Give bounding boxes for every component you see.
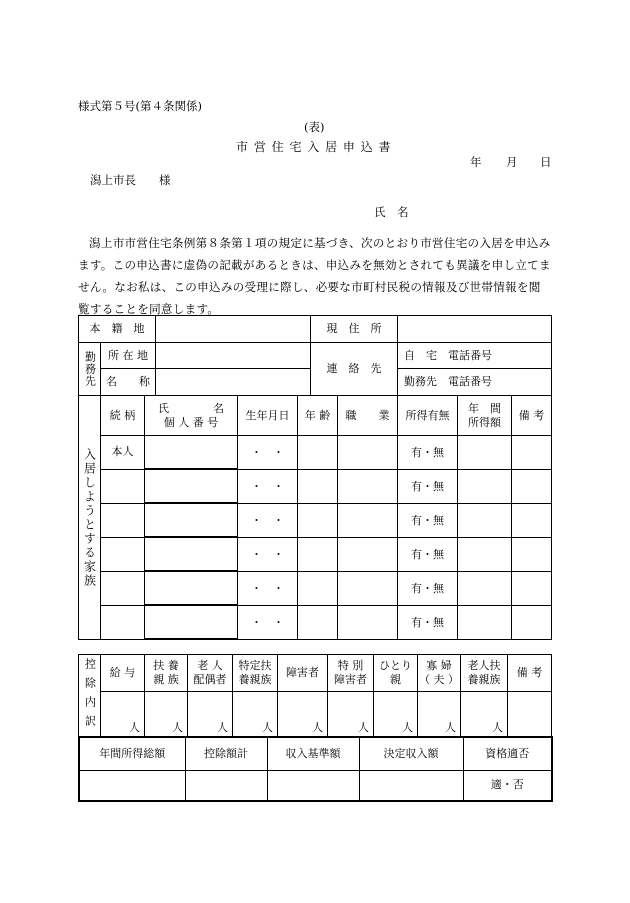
ded-count-cell[interactable]: 人: [278, 692, 328, 738]
name-cell[interactable]: [145, 436, 238, 470]
ded-col-bottom: 養親族: [238, 673, 272, 686]
job-cell[interactable]: [338, 436, 398, 470]
job-cell[interactable]: [338, 606, 398, 640]
col-name-bottom: 個 人 番 号: [163, 415, 219, 429]
name-cell[interactable]: [145, 470, 238, 504]
relation-cell[interactable]: [101, 606, 145, 640]
income-yn-cell[interactable]: 有・無: [398, 470, 458, 504]
annual-income-cell[interactable]: [458, 436, 512, 470]
col-birth: 生年月日: [238, 396, 298, 436]
ded-col-top: 障害者: [286, 666, 319, 679]
ded-col-bottom: 障害者: [334, 673, 367, 686]
shozaichi-field[interactable]: [156, 343, 311, 369]
birth-cell[interactable]: ・ ・: [238, 572, 298, 606]
ded-col-bottom: 配偶者: [193, 673, 227, 686]
job-cell[interactable]: [338, 538, 398, 572]
ded-count-cell[interactable]: 人: [418, 692, 461, 738]
renrakusaki-label: 連 絡 先: [311, 343, 398, 396]
age-cell[interactable]: [298, 572, 338, 606]
date-day: 日: [540, 155, 552, 169]
ded-col-top: 特定扶: [238, 659, 272, 672]
income-yn-cell[interactable]: 有・無: [398, 538, 458, 572]
job-cell[interactable]: [338, 504, 398, 538]
genjusho-label: 現 住 所: [311, 316, 398, 343]
job-cell[interactable]: [338, 572, 398, 606]
ded-count-cell[interactable]: 人: [145, 692, 188, 738]
col-name: [145, 396, 238, 436]
ded-col-top: 給 与: [109, 666, 136, 679]
name-cell[interactable]: [145, 572, 238, 606]
birth-cell[interactable]: ・ ・: [238, 606, 298, 640]
eligibility-label: 資格適否: [463, 737, 552, 770]
col-name-top: 氏 名: [158, 401, 224, 415]
age-cell[interactable]: [298, 606, 338, 640]
ded-count-cell[interactable]: 人: [374, 692, 418, 738]
table-row: [79, 504, 552, 538]
ded-col-bottom: 親 族: [153, 673, 179, 686]
determined-income-label: 決定収入額: [359, 737, 463, 770]
birth-cell[interactable]: ・ ・: [238, 538, 298, 572]
name-underline: [145, 554, 237, 571]
ded-col-top: 寡 婦: [426, 659, 452, 672]
kinmusaki-label: 勤務先: [79, 343, 101, 396]
deductions-side-label: 控除内訳: [79, 655, 101, 738]
col-annual-top: 年 間: [468, 401, 501, 415]
relation-cell[interactable]: [101, 538, 145, 572]
remarks-cell[interactable]: [512, 436, 552, 470]
table-row: [79, 470, 552, 504]
name-cell[interactable]: [145, 606, 238, 640]
deduction-total-field[interactable]: [185, 770, 267, 801]
ded-count-cell[interactable]: 人: [233, 692, 278, 738]
ded-col-dependents: [145, 655, 188, 692]
annual-income-cell[interactable]: [458, 606, 512, 640]
ded-count-cell[interactable]: 人: [188, 692, 233, 738]
ded-col-bottom: 親: [390, 673, 401, 686]
ded-col-top: ひとり: [379, 659, 412, 672]
ded-col-bottom: （ 夫 ）: [419, 673, 459, 686]
ded-col-top: 老 人: [197, 659, 223, 672]
table-row: [79, 436, 552, 470]
relation-cell[interactable]: [101, 572, 145, 606]
name-underline: [145, 588, 237, 605]
ded-col-elderly-dependents: [461, 655, 508, 692]
annual-income-cell[interactable]: [458, 470, 512, 504]
name-underline: [145, 452, 237, 469]
annual-income-cell[interactable]: [458, 572, 512, 606]
ded-col-remarks: [508, 655, 552, 692]
annual-total-field[interactable]: [79, 770, 185, 801]
genjusho-field[interactable]: [398, 316, 552, 343]
annual-income-cell[interactable]: [458, 504, 512, 538]
col-income-yn: 所得有無: [398, 396, 458, 436]
col-job: 職 業: [338, 396, 398, 436]
honseki-field[interactable]: [156, 316, 311, 343]
side-label: (表): [304, 120, 325, 134]
relation-cell[interactable]: [101, 504, 145, 538]
age-cell[interactable]: [298, 538, 338, 572]
age-cell[interactable]: [298, 470, 338, 504]
table-row: [79, 692, 552, 738]
home-phone-field[interactable]: 自 宅 電話番号: [398, 343, 552, 369]
birth-cell[interactable]: ・ ・: [238, 504, 298, 538]
income-yn-cell[interactable]: 有・無: [398, 606, 458, 640]
name-cell[interactable]: [145, 538, 238, 572]
income-standard-field[interactable]: [267, 770, 359, 801]
deductions-table: [78, 654, 552, 738]
table-row: [79, 538, 552, 572]
remarks-cell[interactable]: [512, 538, 552, 572]
remarks-cell[interactable]: [512, 572, 552, 606]
birth-cell[interactable]: ・ ・: [238, 470, 298, 504]
ded-col-widow: [418, 655, 461, 692]
table-row: [79, 572, 552, 606]
ded-col-salary: [101, 655, 145, 692]
form-number: 様式第５号(第４条関係): [78, 99, 202, 113]
remarks-cell[interactable]: [512, 606, 552, 640]
income-yn-cell[interactable]: 有・無: [398, 572, 458, 606]
col-annual: [458, 396, 512, 436]
form-title: 市 営 住 宅 入 居 申 込 書: [236, 140, 392, 154]
remarks-cell[interactable]: [512, 470, 552, 504]
meisho-label: 名 称: [101, 369, 156, 396]
ded-col-single-parent: [374, 655, 418, 692]
income-standard-label: 収入基準額: [267, 737, 359, 770]
ded-col-elderly-spouse: [188, 655, 233, 692]
date-month: 月: [506, 155, 518, 169]
determined-income-field[interactable]: [359, 770, 463, 801]
work-phone-field[interactable]: 勤務先 電話番号: [398, 369, 552, 396]
age-cell[interactable]: [298, 436, 338, 470]
name-underline: [145, 486, 237, 503]
remarks-cell[interactable]: [512, 504, 552, 538]
honseki-label: 本 籍 地: [79, 316, 156, 343]
addressee: 潟上市長 様: [90, 173, 171, 187]
shozaichi-label: 所 在 地: [101, 343, 156, 369]
summary-table: [78, 736, 553, 802]
family-table: [78, 395, 552, 640]
col-remarks: 備 考: [512, 396, 552, 436]
ded-col-special-disabled: [328, 655, 374, 692]
name-underline: [145, 622, 237, 639]
name-underline: [145, 520, 237, 537]
age-cell[interactable]: [298, 504, 338, 538]
ded-count-cell[interactable]: 人: [101, 692, 145, 738]
date-year: 年: [470, 155, 482, 169]
ded-col-top: 扶 養: [153, 659, 179, 672]
ded-col-top: 特 別: [337, 659, 364, 672]
birth-cell[interactable]: ・ ・: [238, 436, 298, 470]
name-cell[interactable]: [145, 504, 238, 538]
ded-remarks-cell[interactable]: [508, 692, 552, 738]
col-relation: 続 柄: [101, 396, 145, 436]
relation-cell[interactable]: 本人: [101, 436, 145, 470]
ded-col-top: 老人扶: [467, 659, 501, 672]
table-row: [79, 606, 552, 640]
ded-count-cell[interactable]: 人: [328, 692, 374, 738]
col-annual-bottom: 所得額: [468, 415, 501, 429]
col-age: 年 齢: [298, 396, 338, 436]
ded-col-bottom: 養親族: [467, 673, 501, 686]
ded-col-disabled: [278, 655, 328, 692]
ded-col-top: 備 考: [516, 666, 543, 679]
declaration-text: 潟上市市営住宅条例第８条第１項の規定に基づき、次のとおり市営住宅の入居を申込みます。この申込書に虚偽の記載があるときは、申込みを無効とされても異議を申し立てません。なお私は、この申込みの受理に際し、必要な市町村民税の情報及び世帯情報を閲覧することを同意します。: [78, 236, 551, 316]
deduction-total-label: 控除額計: [185, 737, 267, 770]
ded-col-specific-dependents: [233, 655, 278, 692]
income-yn-cell[interactable]: 有・無: [398, 436, 458, 470]
ded-count-cell[interactable]: 人: [461, 692, 508, 738]
eligibility-field[interactable]: 適・否: [463, 770, 552, 801]
applicant-table: [78, 315, 552, 396]
job-cell[interactable]: [338, 470, 398, 504]
annual-income-cell[interactable]: [458, 538, 512, 572]
income-yn-cell[interactable]: 有・無: [398, 504, 458, 538]
family-side-label: 入居しようとする家族: [79, 396, 101, 640]
meisho-field[interactable]: [156, 369, 311, 396]
relation-cell[interactable]: [101, 470, 145, 504]
applicant-name-label: 氏 名: [374, 205, 409, 219]
annual-total-label: 年間所得総額: [79, 737, 185, 770]
